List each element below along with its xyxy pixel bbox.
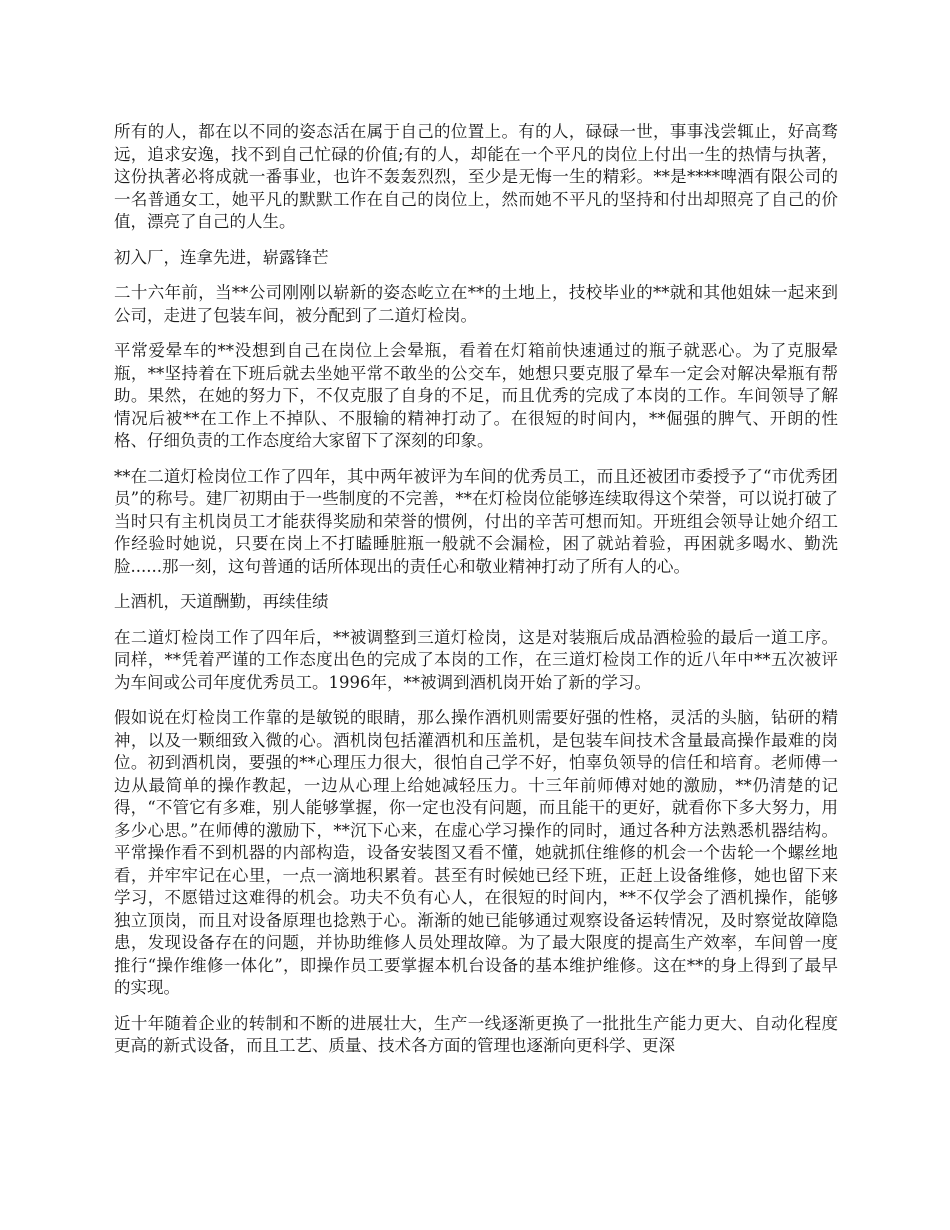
- intro-paragraph: 所有的人，都在以不同的姿态活在属于自己的位置上。有的人，碌碌一世，事事浅尝辄止，好高骛远，追求安逸，找不到自己忙碌的价值;有的人，却能在一个平凡的岗位上付出一生的热情与执著，这份执著必将成就一番事业，也许不轰轰烈烈，至少是无悔一生的精彩。**是****啤酒有限公司的一名普通女工，她平凡的默默工作在自己的岗位上，然而她不平凡的坚持和付出却照亮了自己的价值，漂亮了自己的人生。: [114, 122, 838, 231]
- body-paragraph: 平常爱晕车的**没想到自己在岗位上会晕瓶，看着在灯箱前快速通过的瓶子就恶心。为了克服晕瓶，**坚持着在下班后就去坐她平常不敢坐的公交车，她想只要克服了晕车一定会对解决晕瓶有帮助。果然，在她的努力下，不仅克服了自身的不足，而且优秀的完成了本岗的工作。车间领导了解情况后被**在工作上不掉队、不服输的精神打动了。在很短的时间内，**倔强的脾气、开朗的性格、仔细负责的工作态度给大家留下了深刻的印象。: [114, 341, 838, 450]
- body-paragraph-truncated: 近十年随着企业的转制和不断的进展壮大，生产一线逐渐更换了一批批生产能力更大、自动化程度更高的新式设备，而且工艺、质量、技术各方面的管理也逐渐向更科学、更深: [114, 1013, 838, 1055]
- body-paragraph: **在二道灯检岗位工作了四年，其中两年被评为车间的优秀员工，而且还被团市委授予了“市优秀团员”的称号。建厂初期由于一些制度的不完善，**在灯检岗位能够连续取得这个荣誉，可以说打破了当时只有主机岗员工才能获得奖励和荣誉的惯例，付出的辛苦可想而知。开班组会领导让她介绍工作经验时她说，只要在岗上不打瞌睡脏瓶一般就不会漏检，困了就站着验，再困就多喝水、勤洗脸......那一刻，这句普通的话所体现出的责任心和敬业精神打动了所有人的心。: [114, 466, 838, 576]
- body-paragraph: 在二道灯检岗工作了四年后，**被调整到三道灯检岗，这是对装瓶后成品酒检验的最后一道工序。同样，**凭着严谨的工作态度出色的完成了本岗的工作，在三道灯检岗工作的近八年中**五次被评为车间或公司年度优秀员工。1996年，**被调到酒机岗开始了新的学习。: [114, 627, 838, 692]
- section-heading-wine-machine: 上酒机，天道酬勤，再续佳绩: [114, 592, 329, 611]
- section-heading-first-entry: 初入厂，连拿先进，崭露锋芒: [114, 247, 329, 267]
- document-body: [114, 121, 838, 1071]
- body-paragraph: 二十六年前，当**公司刚刚以崭新的姿态屹立在**的土地上，技校毕业的**就和其他姐妹一起来到公司，走进了包装车间，被分配到了二道灯检岗。: [114, 283, 838, 325]
- body-paragraph: 假如说在灯检岗工作靠的是敏锐的眼睛，那么操作酒机则需要好强的性格，灵活的头脑，钻研的精神，以及一颗细致入微的心。酒机岗包括灌酒机和压盖机，是包装车间技术含量最高操作最难的岗位。初到酒机岗，要强的**心理压力很大，很怕自己学不好，怕辜负领导的信任和培育。老师傅一边从最简单的操作教起，一边从心理上给她减轻压力。十三年前师傅对她的激励，**仍清楚的记得，“不管它有多难，别人能够掌握，你一定也没有问题，而且能干的更好，就看你下多大努力，用多少心思。”在师傅的激励下，**沉下心来，在虚心学习操作的同时，通过各种方法熟悉机器结构。平常操作看不到机器的内部构造，设备安装图又看不懂，她就抓住维修的机会一个齿轮一个螺丝地看，并牢牢记在心里，一点一滴地积累着。甚至有时候她已经下班，正赶上设备维修，她也留下来学习，不愿错过这难得的机会。功夫不负有心人，在很短的时间内，**不仅学会了酒机操作，能够独立顶岗，而且对设备原理也捻熟于心。渐渐的她已能够通过观察设备运转情况，及时察觉故障隐患，发现设备存在的问题，并协助维修人员处理故障。为了最大限度的提高生产效率，车间曾一度推行“操作维修一体化”，即操作员工要掌握本机台设备的基本维护维修。这在**的身上得到了最早的实现。: [114, 708, 838, 997]
